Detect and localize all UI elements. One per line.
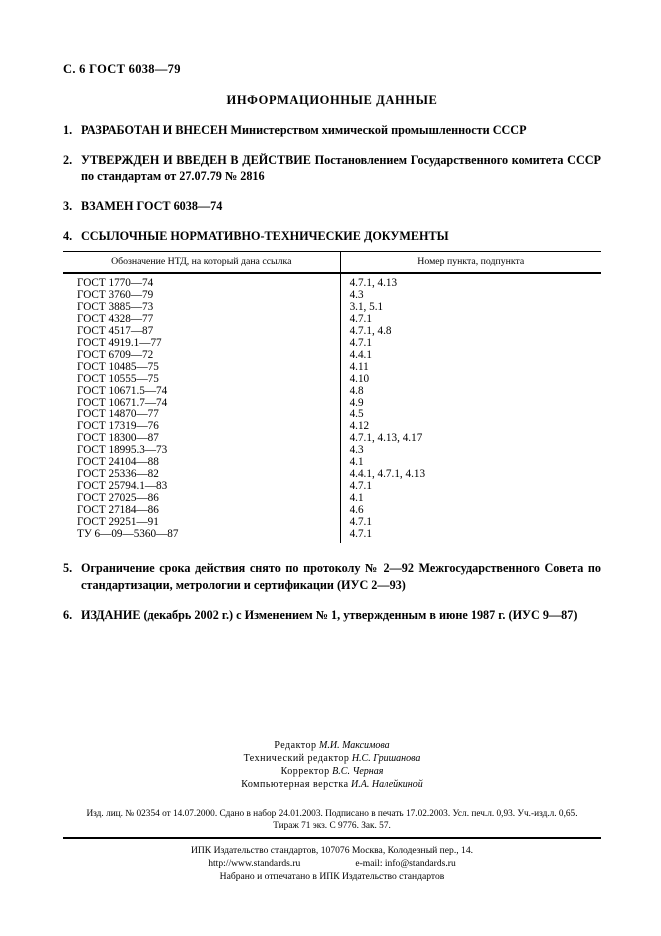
item-number: 6. — [63, 607, 73, 622]
ntd-cell: ГОСТ 18300—87 — [63, 433, 340, 445]
ntd-cell: ГОСТ 25336—82 — [63, 469, 340, 481]
numbered-item-1 — [63, 122, 601, 138]
credit-line-editor — [63, 739, 601, 752]
references-table-header — [63, 252, 601, 274]
ref-cell: 4.12 — [349, 420, 370, 433]
item-text: УТВЕРЖДЕН И ВВЕДЕН В ДЕЙСТВИЕ Постановлением Государственного комитета СССР по стандартам от 27.07.79 № 2816 — [81, 153, 601, 184]
imprint-line-2: Тираж 71 экз. С 9776. Зак. 57. — [273, 821, 391, 832]
table-header-ntd: Обозначение НТД, на который дана ссылка — [63, 252, 340, 274]
document-title: ИНФОРМАЦИОННЫЕ ДАННЫЕ — [226, 93, 438, 107]
ntd-cell: ГОСТ 3885—73 — [63, 302, 340, 314]
ref-cell: 4.7.1 — [349, 337, 372, 349]
ref-cell: 4.7.1, 4.13 — [349, 277, 398, 290]
ntd-cell: ГОСТ 25794.1—83 — [63, 481, 340, 493]
ntd-cell: ГОСТ 3760—79 — [63, 290, 340, 302]
table-row — [63, 481, 601, 493]
table-header-ref: Номер пункта, подпункта — [340, 252, 601, 274]
ref-cell: 4.5 — [349, 408, 364, 421]
table-row — [63, 529, 601, 544]
credit-role: Корректор — [280, 765, 330, 777]
table-row — [63, 273, 601, 290]
page-header: С. 6 ГОСТ 6038—79 — [63, 62, 181, 76]
ntd-cell: ГОСТ 4328—77 — [63, 314, 340, 326]
ntd-cell: ГОСТ 4517—87 — [63, 326, 340, 338]
ntd-cell: ГОСТ 6709—72 — [63, 350, 340, 362]
item-text: ИЗДАНИЕ (декабрь 2002 г.) с Изменением № 1, утвержденным в июне 1987 г. (ИУС 9—87) — [81, 607, 578, 622]
credit-name: И.А. Налейкиной — [351, 778, 423, 790]
credit-name: Н.С. Гришанова — [351, 752, 421, 764]
table-row — [63, 362, 601, 374]
ref-cell: 3.1, 5.1 — [349, 301, 384, 314]
references-table — [63, 251, 601, 543]
publisher-website: http://www.standards.ru — [208, 857, 301, 869]
ntd-cell: ГОСТ 27184—86 — [63, 505, 340, 517]
ref-cell: 4.10 — [349, 372, 370, 385]
publisher-block — [63, 844, 601, 883]
item-number: 3. — [63, 199, 73, 214]
credit-role: Технический редактор — [243, 752, 350, 764]
credit-role: Компьютерная верстка — [241, 778, 349, 790]
ntd-cell: ГОСТ 17319—76 — [63, 421, 340, 433]
credit-name: В.С. Черная — [332, 765, 384, 777]
item-text: ВЗАМЕН ГОСТ 6038—74 — [81, 199, 223, 214]
ref-cell: 4.7.1 — [349, 313, 372, 326]
credit-line-layout — [63, 778, 601, 791]
ntd-cell: ГОСТ 27025—86 — [63, 493, 340, 505]
ntd-cell: ТУ 6—09—5360—87 — [63, 529, 340, 544]
item-number: 5. — [63, 561, 73, 576]
imprint-line-1: Изд. лиц. № 02354 от 14.07.2000. Сдано в набор 24.01.2003. Подписано в печать 17.02.2003. Усл. печ.л. 0,93. Уч.-изд.л. 0,65. — [86, 808, 578, 819]
item-text: ССЫЛОЧНЫЕ НОРМАТИВНО-ТЕХНИЧЕСКИЕ ДОКУМЕНТЫ — [81, 229, 449, 244]
ntd-cell: ГОСТ 1770—74 — [63, 273, 340, 290]
references-table-body — [63, 273, 601, 543]
credit-line-tech-editor — [63, 752, 601, 765]
ref-cell: 4.3 — [349, 289, 364, 302]
ref-cell: 4.9 — [349, 396, 364, 409]
ntd-cell: ГОСТ 10671.7—74 — [63, 398, 340, 410]
ref-cell: 4.1 — [349, 491, 364, 504]
ref-cell: 4.11 — [349, 360, 369, 373]
numbered-item-5 — [63, 560, 601, 592]
credits-block — [63, 739, 601, 791]
item-text: РАЗРАБОТАН И ВНЕСЕН Министерством химической промышленности СССР — [81, 123, 527, 137]
credit-line-corrector — [63, 765, 601, 778]
ref-cell: 4.7.1, 4.8 — [349, 325, 392, 338]
ref-cell: 4.7.1, 4.13, 4.17 — [349, 432, 423, 445]
publisher-links-line — [63, 857, 601, 870]
ref-cell: 4.8 — [349, 384, 364, 397]
item-text: Ограничение срока действия снято по протоколу № 2—92 Межгосударственного Совета по стандартизации, метрологии и сертификации (ИУС 2—93) — [81, 561, 601, 592]
ntd-cell: ГОСТ 29251—91 — [63, 517, 340, 529]
credit-role: Редактор — [274, 739, 317, 751]
item-number: 2. — [63, 153, 73, 168]
publisher-address: ИПК Издательство стандартов, 107076 Москва, Колодезный пер., 14. — [190, 844, 474, 856]
table-row — [63, 374, 601, 386]
table-header-row — [63, 252, 601, 274]
ref-cell: 4.7.1 — [349, 527, 372, 540]
ref-cell: 4.6 — [349, 503, 364, 516]
ntd-cell: ГОСТ 10555—75 — [63, 374, 340, 386]
ref-cell: 4.7.1 — [349, 515, 372, 528]
numbered-item-4 — [63, 228, 601, 244]
table-row — [63, 493, 601, 505]
ntd-cell: ГОСТ 10485—75 — [63, 362, 340, 374]
printed-note: Набрано и отпечатано в ИПК Издательство стандартов — [219, 870, 445, 882]
ref-cell: 4.7.1 — [349, 479, 372, 492]
item-number: 4. — [63, 229, 73, 244]
numbered-item-2 — [63, 152, 601, 184]
ntd-cell: ГОСТ 10671.5—74 — [63, 386, 340, 398]
imprint-block — [63, 808, 601, 833]
ntd-cell: ГОСТ 14870—77 — [63, 409, 340, 421]
ntd-cell: ГОСТ 18995.3—73 — [63, 445, 340, 457]
publisher-email: e-mail: info@standards.ru — [355, 857, 456, 869]
ref-cell: 4.1 — [349, 456, 364, 469]
credit-name: М.И. Максимова — [319, 739, 390, 751]
ref-cell: 4.4.1 — [349, 348, 372, 361]
table-row — [63, 505, 601, 517]
item-number: 1. — [63, 123, 73, 137]
numbered-item-3 — [63, 198, 601, 214]
divider-rule — [63, 837, 601, 839]
table-row — [63, 517, 601, 529]
ntd-cell: ГОСТ 4919.1—77 — [63, 338, 340, 350]
ref-cell: 4.4.1, 4.7.1, 4.13 — [349, 467, 426, 480]
ref-cell: 4.3 — [349, 444, 364, 457]
numbered-item-6 — [63, 607, 601, 623]
table-row — [63, 386, 601, 398]
ntd-cell: ГОСТ 24104—88 — [63, 457, 340, 469]
